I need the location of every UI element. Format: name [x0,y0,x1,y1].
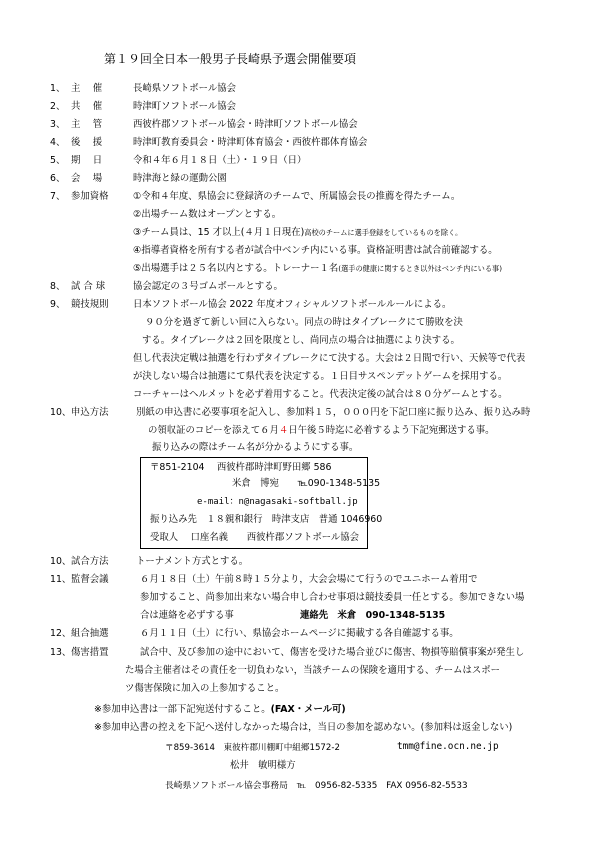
eligibility-item [133,263,502,275]
item-number: 6、 [50,173,66,184]
rules-line: 日本ソフトボール協会 2022 年度オフィシャルソフトボールルールによる。 [133,299,452,310]
item-label: 申込方法 [71,407,109,418]
item-number: 10、 [50,556,72,567]
eligibility-text: ⑤出場選手は２５名以内とする。トレーナー１名 [133,263,339,274]
item-value: ①令和４年度、県協会に登録済のチームで、所属協会長の推薦を得たチーム。 [133,191,461,202]
injury-line: た場合主催者はその責任を一切負わない，当該チームの保険を適用する、チームはスポー [125,665,501,676]
item-label: 後 援 [71,137,103,148]
box-holder: 受取人 口座名義 西彼杵郡ソフトボール協会 [150,532,360,543]
item-label: 主 催 [71,83,103,94]
box-email: e-mail：n@nagasaki-softball.jp [197,497,358,507]
item-number: 12、 [50,628,72,639]
item-number: 9、 [50,299,66,310]
item-label: 組合抽選 [71,628,109,639]
item-label: 参加資格 [71,191,109,202]
box-contact: 米倉 博宛 ℡090-1348-5135 [232,478,381,489]
application-text: 日午後５時迄に必着するよう下記宛郵送する事。 [288,425,495,436]
meeting-line: 合は連絡を必ずする事 [140,610,234,621]
item-number: 5、 [50,155,66,166]
item-number: 13、 [50,647,72,658]
item-label: 会 場 [71,173,103,184]
eligibility-item: ②出場チーム数はオープンとする。 [133,209,282,220]
eligibility-note: (選手の健康に関するとき以外はベンチ内にいる事) [338,264,503,273]
item-number: 7、 [50,191,66,202]
page-title: 第１９回全日本一般男子長崎県予選会開催要項 [104,52,357,66]
rules-line: が決しない場合は抽選にて県代表を決定する。１日目サスペンデットゲームを採用する。 [133,371,508,382]
item-label: 試合方法 [71,556,109,567]
item-value: 西彼杵郡ソフトボール協会・時津町ソフトボール協会 [133,119,358,130]
item-label: 傷害措置 [71,647,109,658]
item-value: ６月１１日（土）に行い、県協会ホームページに掲載する各自確認する事。 [140,628,459,639]
note-line [94,704,346,716]
item-value: 時津町ソフトボール協会 [133,101,236,112]
item-number: 11、 [50,574,72,585]
item-value: 時津海と緑の運動公園 [133,173,227,184]
item-number: 10、 [50,407,72,418]
box-bank: 振り込み先 １８親和銀行 時津支店 普通 1046960 [150,514,383,525]
item-value: トーナメント方式とする。 [136,556,249,567]
footer-address: 〒859-3614 東彼杵郡川棚町中組郷1572-2 [165,743,340,753]
item-number: 3、 [50,119,66,130]
eligibility-item: ④指導者資格を所有する者が試合中ベンチ内にいる事。資格証明書は試合前確認する。 [133,245,498,256]
item-number: 2、 [50,101,66,112]
eligibility-text: ③チーム員は、15 才以上(４月１日現在) [133,227,305,238]
rules-line: する。タイブレークは２回を限度とし、尚同点の場合は抽選により決する。 [142,335,460,346]
injury-line: ツ傷害保険に加入の上参加すること。 [125,683,285,694]
box-address: 〒851-2104 西彼杵郡時津町野田郷 586 [150,462,332,473]
rules-line: コーチャーはヘルメットを必ず着用すること。代表決定後の試合は８０分ゲームとする。 [133,389,508,400]
item-value: 協会認定の３号ゴムボールとする。 [133,281,283,292]
item-number: 1、 [50,83,66,94]
footer-office: 長崎県ソフトボール協会事務局 ℡ 0956-82-5335 FAX 0956-82-5533 [165,781,468,791]
note-line: ※参加申込書の控えを下記へ送付しなかった場合は，当日の参加を認めない。(参加料は返金しない) [94,722,513,733]
item-label: 競技規則 [71,299,109,310]
rules-line: ９０分を過ぎて新しい回に入らない。同点の時はタイブレークにて勝敗を決 [145,317,463,328]
item-value: 長崎県ソフトボール協会 [133,83,236,94]
injury-line: 試合中、及び参加の途中において、傷害を受けた場合並びに傷害、物損等賠償事案が発生し [140,647,525,658]
rules-line: 但し代表決定戦は抽選を行わずタイブレークにて決する。大会は２日間で行い、天候等で代表 [133,353,526,364]
item-label: 監督会議 [71,574,109,585]
note-emphasis: (FAX・メール可) [270,704,346,715]
deadline-day: ４ [278,425,289,436]
note-text: ※参加申込書は一部下記宛送付すること。 [94,704,271,715]
item-label: 試 合 球 [71,281,106,292]
item-value: 時津町教育委員会・時津町体育協会・西彼杵郡体育協会 [133,137,368,148]
item-number: 4、 [50,137,66,148]
item-label: 共 催 [71,101,103,112]
application-line [148,425,495,437]
meeting-contact: 連絡先 米倉 090-1348-5135 [300,610,446,621]
eligibility-note: 高校のチームに選手登録をしているものを除く。 [304,228,463,237]
item-label: 主 管 [71,119,103,130]
item-value: 令和４年６月１８日（土）・１９日（日） [133,155,307,166]
application-line: 別紙の申込書に必要事項を記入し、参加料１５，０００円を下記口座に振り込み、振り込み時 [136,407,531,418]
application-text: の領収証のコピーを添えて６月 [148,425,279,436]
application-line: 振り込みの際はチーム名が分かるようにする事。 [152,442,359,453]
item-label: 期 日 [71,155,103,166]
eligibility-item [133,227,462,239]
footer-email: tmm@fine.ocn.ne.jp [397,741,499,752]
footer-person: 松井 敏明様方 [230,760,296,771]
meeting-line: ６月１８日（土）午前８時１５分より，大会会場にて行うのでユニホーム着用で [140,574,478,585]
item-number: 8、 [50,281,66,292]
meeting-line: 参加すること、尚参加出来ない場合申し合わせ事項は競技委員一任とする。参加できない場 [140,592,525,603]
